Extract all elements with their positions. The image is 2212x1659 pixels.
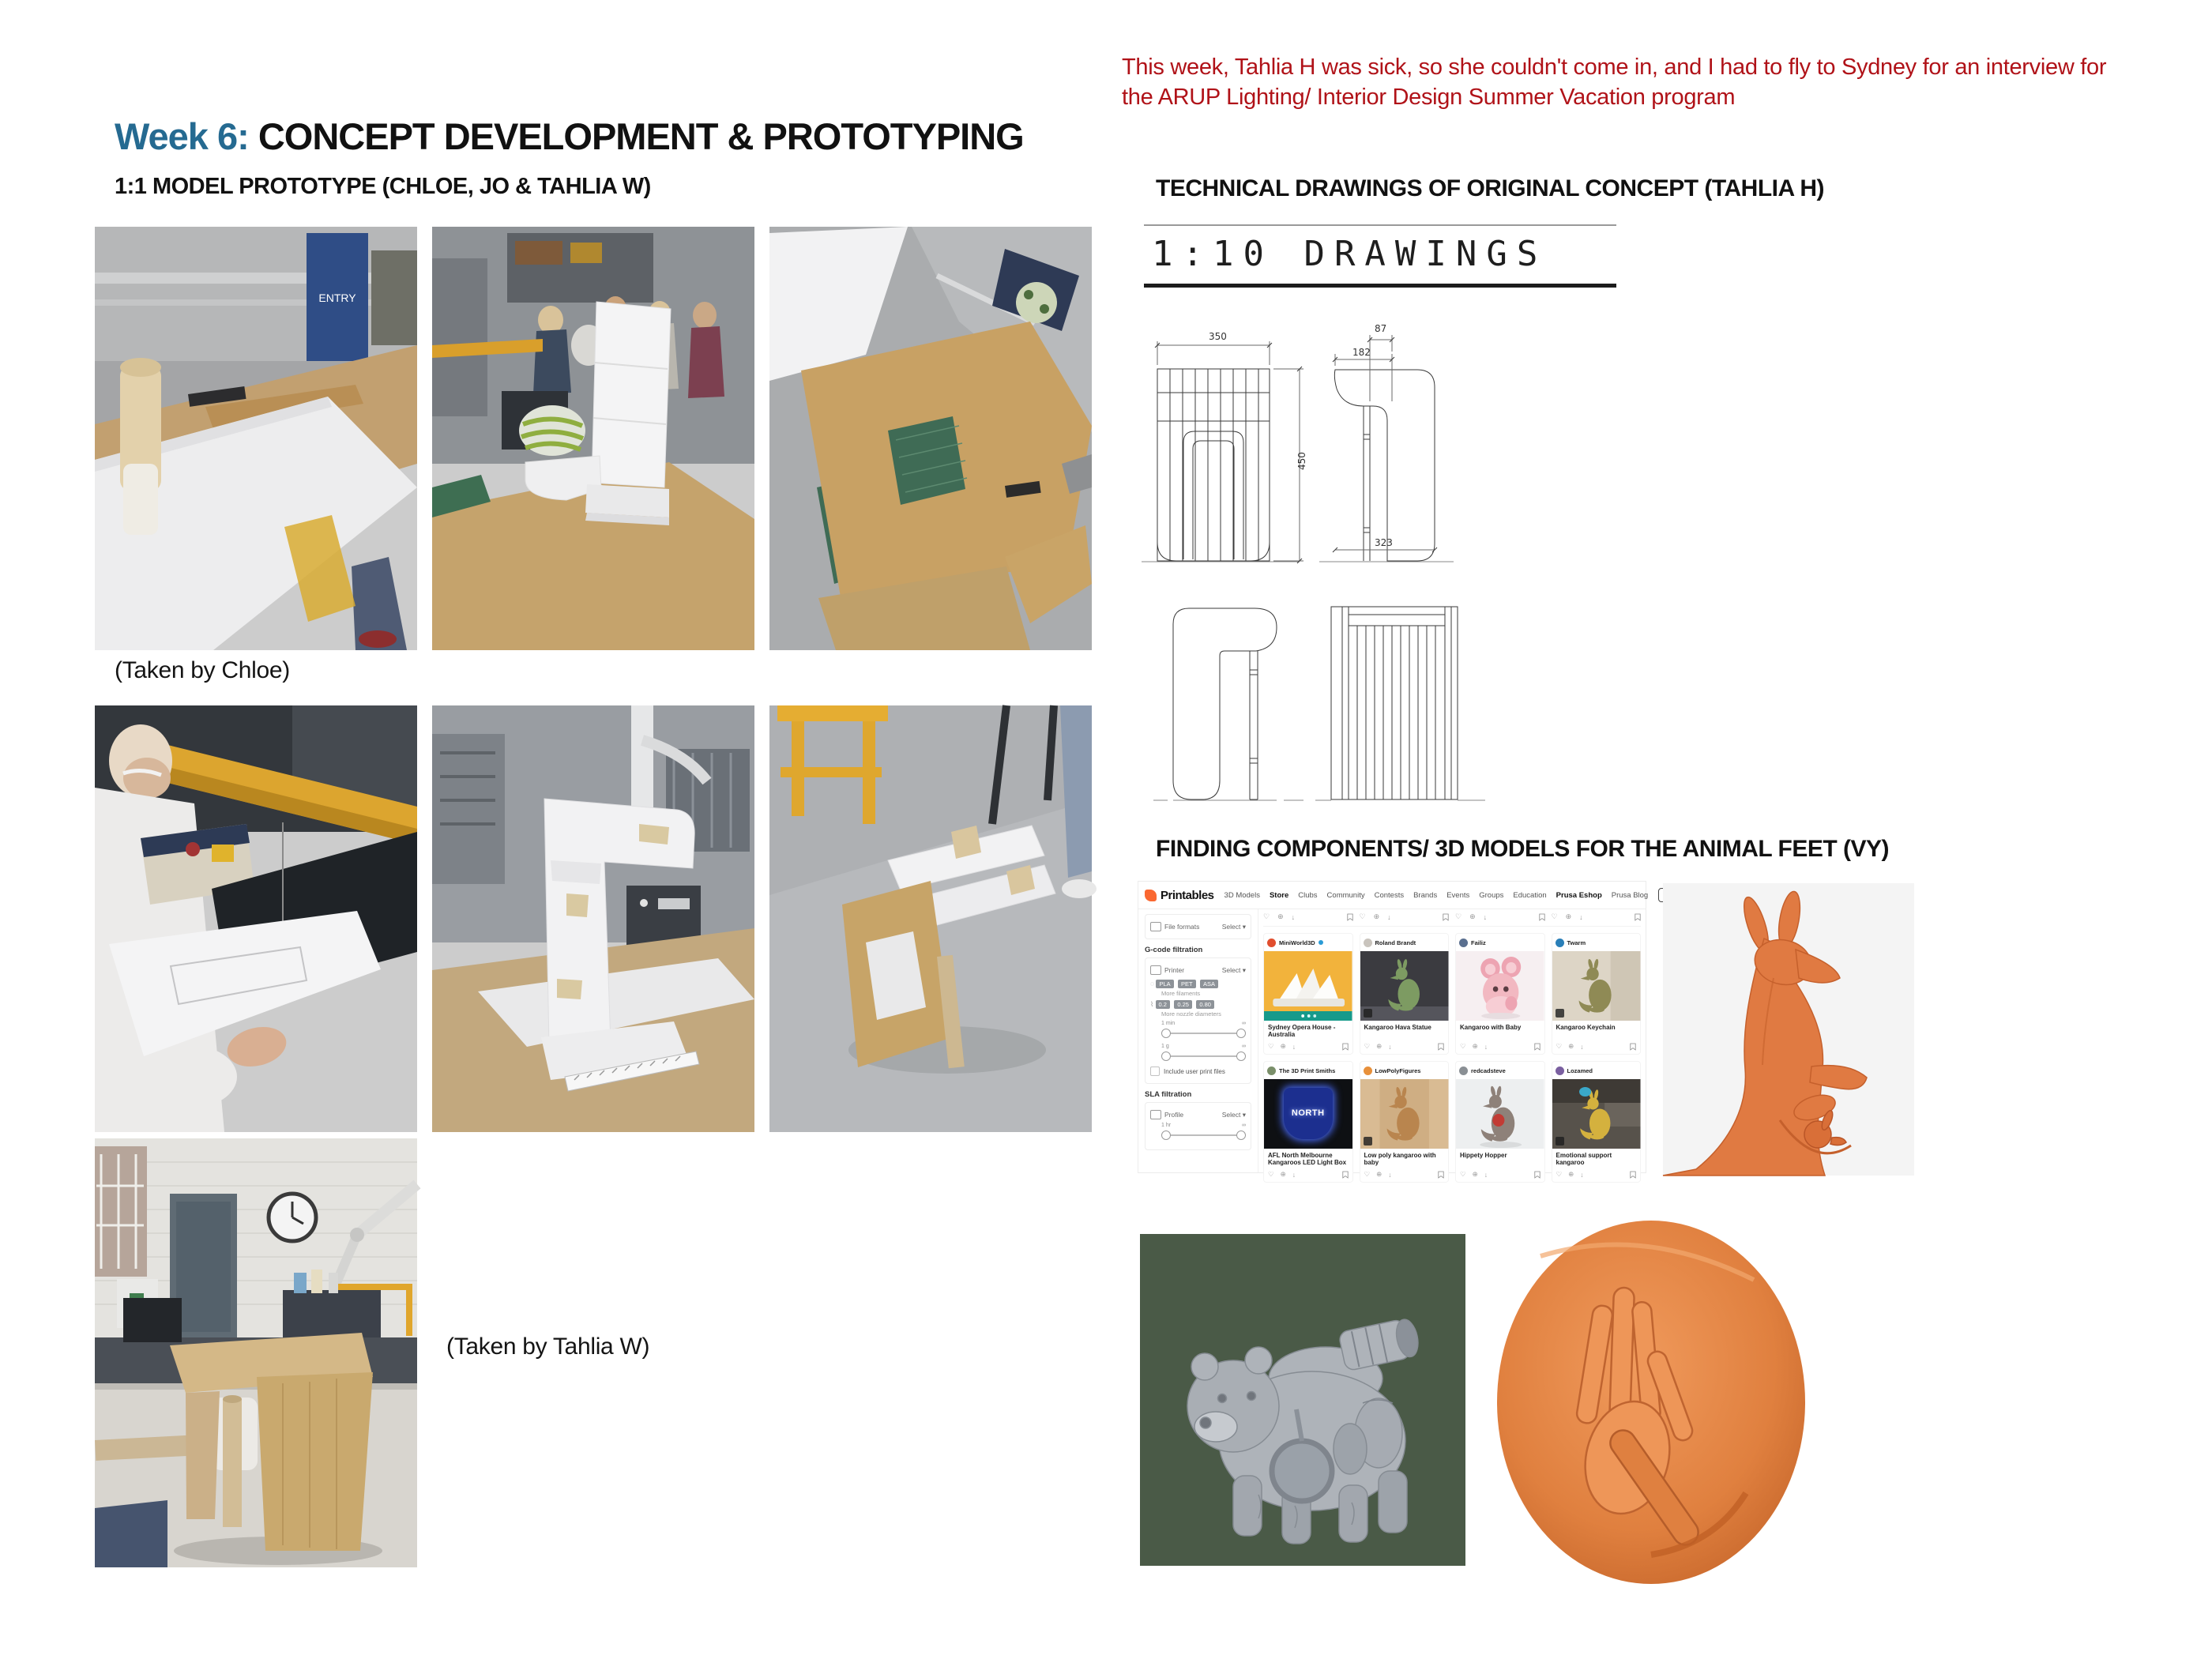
- north-shield-logo: [1284, 1088, 1333, 1139]
- photo-c-model-illustration: [432, 705, 754, 1132]
- bookmark-icon[interactable]: [1342, 1043, 1349, 1051]
- bookmark-icon[interactable]: [1635, 913, 1641, 921]
- north-badge-text: NORTH: [1291, 1108, 1325, 1119]
- model-card-hippety-hopper[interactable]: redcadsteve Hippety Hopper ♡ ⊕ ↓: [1455, 1061, 1545, 1183]
- card-user[interactable]: MiniWorld3D: [1279, 939, 1315, 946]
- profile-icon: [1150, 1110, 1161, 1119]
- avatar: [1459, 939, 1468, 947]
- more-nozzles-link[interactable]: More nozzle diameters: [1161, 1010, 1221, 1018]
- previous-row-footer-strip: ♡ ⊕ ↓ ♡ ⊕ ↓ ♡ ⊕ ↓ ♡ ⊕ ↓: [1263, 909, 1641, 927]
- drawing-sheet-title: [1144, 224, 1616, 288]
- printer-select[interactable]: Select ▾: [1221, 965, 1246, 974]
- bookmark-icon[interactable]: [1630, 1171, 1636, 1179]
- avatar: [1267, 939, 1276, 947]
- nav-events[interactable]: Events: [1446, 890, 1470, 900]
- nav-prusa-eshop[interactable]: Prusa Eshop: [1556, 890, 1602, 900]
- card-image: [1456, 1079, 1544, 1149]
- page-title-text: CONCEPT DEVELOPMENT & PROTOTYPING: [258, 115, 1024, 157]
- card-row-1: [1263, 933, 1641, 1055]
- verified-icon: [1319, 940, 1323, 945]
- photo-badge-icon: [1364, 1137, 1372, 1146]
- bookmark-icon[interactable]: [1539, 913, 1545, 921]
- model-card-opera-house[interactable]: MiniWorld3D Sydney Opera House - Australia ♡ ⊕ ↓: [1263, 933, 1353, 1055]
- avatar: [1459, 1066, 1468, 1075]
- nav-brands[interactable]: Brands: [1413, 890, 1438, 900]
- printables-results-grid: [1258, 909, 1646, 1179]
- file-formats-select[interactable]: Select ▾: [1221, 922, 1246, 931]
- card-title[interactable]: Hippety Hopper: [1460, 1152, 1507, 1159]
- photo-badge-icon: [1364, 1009, 1372, 1018]
- caption-taken-by-chloe: (Taken by Chloe): [115, 657, 290, 683]
- photo-badge-icon: [1556, 1137, 1564, 1146]
- card-title[interactable]: Emotional support kangaroo: [1556, 1152, 1612, 1166]
- chip-nozzle-02[interactable]: 0.2: [1156, 1000, 1170, 1009]
- gcode-filtration-header: G-code filtration: [1145, 946, 1203, 954]
- bookmark-icon[interactable]: [1630, 1043, 1636, 1051]
- model-card-kangaroo-statue[interactable]: Roland Brandt Kangaroo Hava Statue ♡ ⊕ ↓: [1360, 933, 1450, 1055]
- printables-body: [1138, 909, 1646, 1179]
- photo-foam-slab-illustration: [95, 227, 417, 650]
- nav-clubs[interactable]: Clubs: [1298, 890, 1318, 900]
- sla-filtration-header: SLA filtration: [1145, 1090, 1192, 1099]
- chip-asa[interactable]: ASA: [1200, 980, 1218, 988]
- card-user[interactable]: Failiz: [1471, 939, 1486, 946]
- kangaroo-3d-model-image: [1663, 883, 1914, 1176]
- finding-section-title: FINDING COMPONENTS/ 3D MODELS FOR THE ANIMAL FEET (VY): [1156, 836, 1890, 862]
- chip-pla[interactable]: PLA: [1156, 980, 1173, 988]
- card-user[interactable]: The 3D Print Smiths: [1279, 1066, 1336, 1074]
- chip-pet[interactable]: PET: [1178, 980, 1196, 988]
- drawing-sheet-title-text: 1:10 DRAWINGS: [1152, 234, 1548, 274]
- nav-store[interactable]: Store: [1269, 890, 1289, 900]
- weight-slider[interactable]: [1161, 1051, 1246, 1062]
- card-image: [1264, 1079, 1352, 1149]
- card-user[interactable]: Lozamed: [1567, 1066, 1593, 1074]
- bookmark-icon[interactable]: [1438, 1043, 1444, 1051]
- sla-time-max-label: ∞: [1242, 1123, 1246, 1128]
- model-card-kangaroo-keychain[interactable]: Twarm Kangaroo Keychain ♡ ⊕ ↓: [1552, 933, 1642, 1055]
- card-user[interactable]: redcadsteve: [1471, 1066, 1506, 1074]
- card-title[interactable]: Kangaroo Keychain: [1556, 1024, 1616, 1031]
- photo-scroll-saw-illustration: [95, 705, 417, 1132]
- bookmark-icon[interactable]: [1347, 913, 1353, 921]
- profile-label: Profile: [1164, 1111, 1184, 1119]
- heart-icon[interactable]: ♡: [1263, 912, 1270, 920]
- file-formats-label: File formats: [1164, 923, 1200, 931]
- entry-sign-text: ENTRY: [318, 292, 356, 304]
- printer-icon: [1150, 965, 1161, 975]
- sla-time-min-label: 1 hr: [1161, 1123, 1172, 1128]
- card-title[interactable]: Kangaroo Hava Statue: [1364, 1024, 1431, 1031]
- bookmark-icon[interactable]: [1534, 1171, 1540, 1179]
- nav-education[interactable]: Education: [1513, 890, 1547, 900]
- photo-cardboard-illustration: [769, 227, 1092, 650]
- time-min-label: 1 min: [1161, 1021, 1176, 1026]
- week-label: Week 6:: [115, 115, 249, 157]
- printables-nav: [1224, 891, 1649, 900]
- time-max-label: ∞: [1242, 1021, 1246, 1026]
- card-user[interactable]: Roland Brandt: [1375, 939, 1416, 946]
- weekly-note: This week, Tahlia H was sick, so she couldn't come in, and I had to fly to Sydney for an interview for the ARUP Lighting/ Interior Design Summer Vacation program: [1122, 55, 2107, 110]
- dim-side-base: 323: [1375, 537, 1393, 548]
- technical-drawings: [1138, 316, 1691, 837]
- card-image: [1552, 951, 1641, 1021]
- printables-filter-sidebar: [1138, 909, 1258, 1172]
- dim-side-top-depth: 182: [1352, 347, 1371, 358]
- file-format-icon: [1150, 922, 1161, 931]
- sla-time-slider[interactable]: [1161, 1130, 1246, 1141]
- bear-3d-model-image: [1140, 1234, 1465, 1566]
- model-card-afl-light-box[interactable]: The 3D Print Smiths NORTH AFL North Melbourne Kangaroos LED Light Box ♡ ⊕ ↓: [1263, 1061, 1353, 1183]
- weight-min-label: 1 g: [1161, 1044, 1169, 1049]
- avatar: [1556, 1066, 1564, 1075]
- avatar: [1267, 1066, 1276, 1075]
- model-card-kangaroo-with-baby-pink[interactable]: Failiz Kangaroo with Baby ♡ ⊕ ↓: [1455, 933, 1545, 1055]
- heart-icon[interactable]: ♡: [1455, 912, 1462, 920]
- prototype-section-title: 1:1 MODEL PROTOTYPE (CHLOE, JO & TAHLIA W): [115, 174, 651, 199]
- dim-front-height: 450: [1296, 452, 1307, 470]
- photo-floor-model-illustration: [769, 705, 1092, 1132]
- photo-model-on-floor: [769, 705, 1092, 1132]
- card-title[interactable]: AFL North Melbourne Kangaroos LED Light Box: [1268, 1152, 1347, 1166]
- nav-contests[interactable]: Contests: [1374, 890, 1405, 900]
- photo-foam-tower-workshop: [432, 227, 754, 650]
- card-user[interactable]: Twarm: [1567, 939, 1586, 946]
- heart-icon[interactable]: ♡: [1359, 912, 1366, 920]
- card-title[interactable]: Sydney Opera House - Australia: [1268, 1024, 1336, 1038]
- card-image: [1360, 1079, 1449, 1149]
- photo-scroll-saw-cutting: [95, 705, 417, 1132]
- more-filaments-link[interactable]: More filaments: [1161, 990, 1201, 997]
- card-image: [1456, 951, 1544, 1021]
- chip-nozzle-025[interactable]: 0.25: [1174, 1000, 1192, 1009]
- model-card-low-poly-kangaroo[interactable]: LowPolyFigures Low poly kangaroo with baby ♡ ⊕ ↓: [1360, 1061, 1450, 1183]
- card-image: [1552, 1079, 1641, 1149]
- printer-label: Printer: [1164, 966, 1185, 974]
- nozzle-chips: ⌇ 0.2 0.25 0.80: [1150, 1000, 1246, 1009]
- model-card-emotional-support-kangaroo[interactable]: Lozamed Emotional support kangaroo ♡ ⊕ ↓: [1552, 1061, 1642, 1183]
- card-image: [1360, 951, 1449, 1021]
- material-chips: ◌ PLA PET ASA: [1150, 980, 1246, 988]
- nav-community[interactable]: Community: [1326, 890, 1365, 900]
- checkbox-icon: [1150, 1066, 1160, 1076]
- card-title[interactable]: Low poly kangaroo with baby: [1364, 1152, 1436, 1166]
- page-title: [115, 115, 1024, 158]
- card-image: [1264, 951, 1352, 1021]
- printables-logo-icon: [1145, 890, 1157, 901]
- card-user[interactable]: LowPolyFigures: [1375, 1066, 1421, 1074]
- printables-brand: Printables: [1161, 888, 1214, 902]
- nav-groups[interactable]: Groups: [1479, 890, 1504, 900]
- bookmark-icon[interactable]: [1438, 1171, 1444, 1179]
- include-user-files-checkbox[interactable]: [1150, 1066, 1246, 1076]
- dim-side-offset: 87: [1375, 323, 1387, 334]
- printables-screenshot: [1138, 881, 1649, 1179]
- printables-logo[interactable]: [1145, 889, 1214, 902]
- nav-3d-models[interactable]: 3D Models: [1224, 890, 1260, 900]
- bookmark-icon[interactable]: [1342, 1171, 1349, 1179]
- photo-badge-icon: [1556, 1009, 1564, 1018]
- printables-topbar: [1138, 882, 1649, 909]
- heart-icon[interactable]: ♡: [1551, 912, 1558, 920]
- nav-prusa-blog[interactable]: Prusa Blog: [1611, 890, 1649, 900]
- avatar: [1364, 1066, 1372, 1075]
- avatar: [1364, 939, 1372, 947]
- photo-c-model-standing: [432, 705, 754, 1132]
- kangaroo-foot-3d-model-image: [1509, 1232, 1781, 1564]
- photo-foam-tower-illustration: [432, 227, 754, 650]
- bookmark-icon[interactable]: [1443, 913, 1449, 921]
- photo-foam-slab-workbench: [95, 227, 417, 650]
- weight-max-label: ∞: [1242, 1044, 1246, 1049]
- card-title[interactable]: Kangaroo with Baby: [1460, 1024, 1522, 1031]
- bookmark-icon[interactable]: [1534, 1043, 1540, 1051]
- technical-section-title: TECHNICAL DRAWINGS OF ORIGINAL CONCEPT (TAHLIA H): [1156, 175, 1825, 201]
- print-time-slider[interactable]: [1161, 1028, 1246, 1039]
- profile-select[interactable]: Select ▾: [1221, 1110, 1246, 1119]
- chip-nozzle-080[interactable]: 0.80: [1196, 1000, 1214, 1009]
- dim-front-width: 350: [1209, 331, 1227, 342]
- card-row-2: [1263, 1061, 1641, 1183]
- photo-cardboard-stool-illustration: [95, 1138, 417, 1567]
- photo-cardboard-cutouts: [769, 227, 1092, 650]
- include-user-files-label: Include user print files: [1164, 1067, 1225, 1075]
- caption-taken-by-tahlia: (Taken by Tahlia W): [446, 1334, 650, 1360]
- photo-cardboard-stool-model: [95, 1138, 417, 1567]
- avatar: [1556, 939, 1564, 947]
